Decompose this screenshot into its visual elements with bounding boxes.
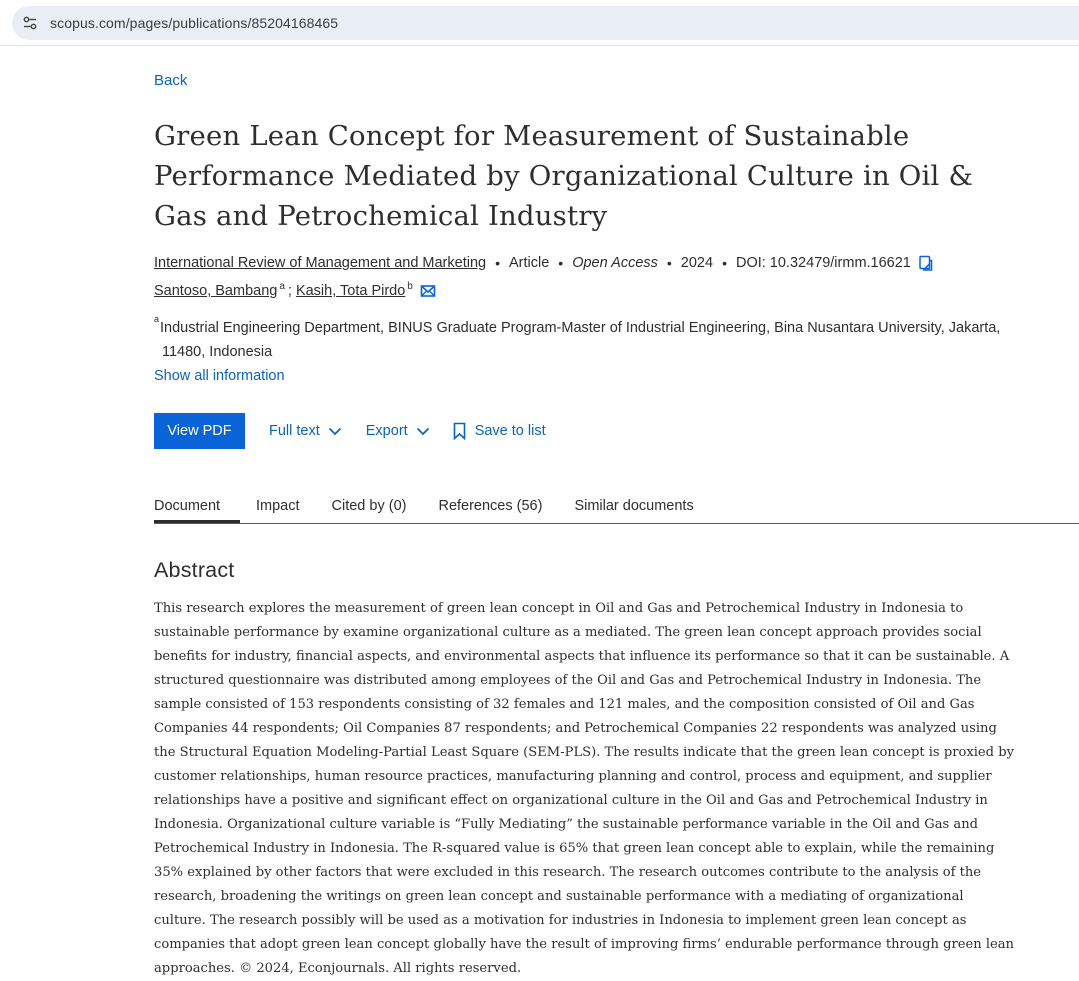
author-separator: ; — [287, 283, 292, 299]
tab-references[interactable]: References (56) — [438, 498, 543, 514]
authors-list — [154, 280, 436, 299]
abstract-text: This research explores the measurement of green lean concept in Oil and Gas and Petrochemical Industry in Indonesia to sustainable performance by examine organizational culture as a mediated. The green lean concept approach provides social benefits for industry, financial aspects, and environmental aspects that influence its performance so that it can be sustainable. A structured questionnaire was distributed among employees of the Oil and Gas and Petrochemical Industry in Indonesia. The sample consisted of 153 respondents consisting of 32 females and 121 males, and the composition consisted of Oil and Gas Companies 44 respondents; Oil Companies 87 respondents; and Petrochemical Companies 22 respondents was analyzed using the Structural Equation Modeling-Partial Least Square (SEM-PLS). The results indicate that the green lean concept is proxied by customer relationships, human resource practices, manufacturing planning and control, process and equipment, and supplier relationships have a positive and significant effect on organizational culture in the Oil and Gas and Petrochemical Industry in Indonesia. Organizational culture variable is “Fully Mediating” the sustainable performance variable in the Oil and Gas and Petrochemical Industry in Indonesia. The R-squared value is 65% that green lean concept able to explain, while the remaining 35% explained by other factors that were excluded in this research. The research outcomes contribute to the analysis of the research, broadening the writings on green lean concept and sustainable performance with a mediating of organizational culture. The research possibly will be used as a motivation for industries in Indonesia to implement green lean concept as companies that adopt green lean concept globally have the result of improving firms’ endurable performance through green lean approaches. © 2024, Econjournals. All rights reserved. — [154, 601, 1014, 976]
copy-icon[interactable] — [917, 255, 933, 271]
separator-dot: • — [558, 255, 564, 271]
url-text[interactable]: scopus.com/pages/publications/85204168465 — [50, 15, 339, 31]
show-all-information-link[interactable]: Show all information — [154, 368, 285, 384]
affiliation-marker: b — [407, 280, 413, 292]
export-dropdown[interactable] — [366, 423, 430, 439]
open-access-label: Open Access — [572, 255, 658, 271]
back-link[interactable]: Back — [154, 72, 188, 89]
save-to-list-button[interactable] — [453, 422, 546, 440]
document-meta — [154, 255, 933, 271]
document-type: Article — [508, 255, 550, 271]
author-link[interactable]: Santoso, Bambang — [154, 283, 278, 299]
publication-year: 2024 — [680, 255, 714, 271]
separator-dot: • — [666, 255, 672, 271]
chevron-down-icon — [416, 427, 430, 436]
browser-toolbar — [0, 0, 1079, 46]
doi-text: DOI: 10.32479/irmm.16621 — [735, 255, 911, 271]
export-label: Export — [365, 423, 408, 439]
separator-dot: • — [495, 255, 500, 271]
tab-document[interactable]: Document — [154, 495, 240, 523]
abstract-heading: Abstract — [154, 558, 235, 582]
chevron-down-icon — [328, 427, 342, 436]
document-title: Green Lean Concept for Measurement of Sustainable Performance Mediated by Organizational Culture in Oil & Gas and Petrochemical Industry — [154, 120, 974, 232]
journal-link[interactable]: International Review of Management and Marketing — [154, 255, 487, 271]
site-info-icon[interactable] — [22, 15, 38, 31]
save-to-list-label: Save to list — [474, 423, 546, 439]
separator-dot: • — [722, 255, 727, 271]
full-text-dropdown[interactable] — [269, 423, 342, 439]
view-pdf-button[interactable]: View PDF — [154, 413, 245, 449]
bookmark-icon — [453, 422, 466, 440]
action-bar — [154, 413, 546, 449]
affiliation-marker: a — [154, 314, 160, 324]
tab-cited-by[interactable]: Cited by (0) — [331, 498, 407, 514]
affiliation-text: Industrial Engineering Department, BINUS Graduate Program-Master of Industrial Engineering, Bina Nusantara University, Jakarta, 11480, Indonesia — [160, 319, 1001, 360]
mail-icon[interactable] — [420, 284, 436, 298]
tab-impact[interactable]: Impact — [256, 498, 300, 514]
affiliation — [154, 311, 1022, 364]
affiliation-marker: a — [279, 280, 285, 292]
tab-similar-documents[interactable]: Similar documents — [574, 498, 694, 514]
author-link[interactable]: Kasih, Tota Pirdo — [295, 283, 406, 299]
document-tabs — [154, 495, 1079, 524]
address-bar[interactable] — [12, 6, 1079, 40]
full-text-label: Full text — [269, 423, 320, 439]
